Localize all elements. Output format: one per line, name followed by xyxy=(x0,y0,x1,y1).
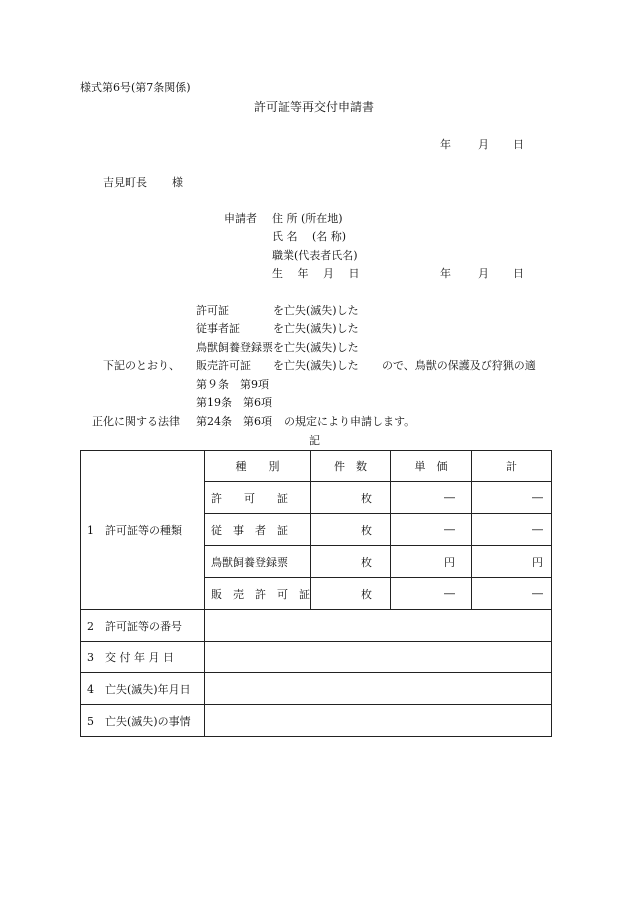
section-3-row xyxy=(81,642,552,673)
header-kind: 種 別 xyxy=(205,451,311,482)
row-unit-price: ― xyxy=(391,482,472,514)
table-header-row xyxy=(81,451,552,482)
row-count: 枚 xyxy=(311,546,391,578)
section-2-row xyxy=(81,610,552,642)
statement-continuation: 正化に関する法律 xyxy=(92,415,180,428)
article-9: 第９条 第9項 xyxy=(196,378,269,391)
form-number: 様式第6号(第7条関係) xyxy=(80,81,191,94)
statement-prefix: 下記のとおり、 xyxy=(103,359,180,372)
row-unit-price: 円 xyxy=(391,546,472,578)
statement-suffix: ので、鳥獣の保護及び狩猟の適 xyxy=(382,359,536,372)
section-1-label: 1 許可証等の種類 xyxy=(81,451,205,610)
applicant-occupation-label: 職業(代表者氏名) xyxy=(272,249,358,262)
header-unit-price: 単 価 xyxy=(391,451,472,482)
section-5-value[interactable] xyxy=(205,705,552,737)
row-kind: 販 売 許 可 証 xyxy=(205,578,311,610)
applicant-name-label: 氏 名 (名 称) xyxy=(272,230,347,243)
addressee-honorific: 様 xyxy=(172,176,183,189)
option-kyokasho: 許可証 を亡失(滅失)した xyxy=(196,304,359,317)
option-choju-toroku: 鳥獣飼養登録票を亡失(滅失)した xyxy=(196,341,359,354)
applicant-address-label: 住 所 (所在地) xyxy=(272,212,343,225)
birth-year: 年 xyxy=(440,267,451,280)
row-count: 枚 xyxy=(311,482,391,514)
applicant-label: 申請者 xyxy=(224,212,257,225)
row-kind: 鳥獣飼養登録票 xyxy=(205,546,311,578)
row-kind: 許 可 証 xyxy=(205,482,311,514)
article-24: 第24条 第6項 xyxy=(196,415,272,428)
row-total: 円 xyxy=(472,546,552,578)
addressee-name: 吉見町長 xyxy=(103,176,147,189)
option-hanbai-kyokasho: 販売許可証 を亡失(滅失)した xyxy=(196,359,359,372)
section-3-label: 3 交 付 年 月 日 xyxy=(81,642,205,673)
section-5-row xyxy=(81,705,552,737)
birth-month: 月 xyxy=(478,267,489,280)
header-total: 計 xyxy=(472,451,552,482)
row-total: ― xyxy=(472,482,552,514)
date-day: 日 xyxy=(513,138,524,151)
section-3-value[interactable] xyxy=(205,642,552,673)
section-4-label: 4 亡失(滅失)年月日 xyxy=(81,673,205,705)
applicant-birth-label: 生 年 月 日 xyxy=(272,267,360,280)
date-month: 月 xyxy=(478,138,489,151)
statement-closing: の規定により申請します。 xyxy=(284,415,416,428)
row-count: 枚 xyxy=(311,514,391,546)
application-table xyxy=(80,450,552,737)
section-4-value[interactable] xyxy=(205,673,552,705)
section-2-label: 2 許可証等の番号 xyxy=(81,610,205,642)
section-5-label: 5 亡失(滅失)の事情 xyxy=(81,705,205,737)
ki-mark: 記 xyxy=(309,434,320,447)
section-2-value[interactable] xyxy=(205,610,552,642)
row-unit-price: ― xyxy=(391,514,472,546)
row-total: ― xyxy=(472,514,552,546)
article-19: 第19条 第6項 xyxy=(196,396,272,409)
birth-day: 日 xyxy=(513,267,524,280)
header-count: 件 数 xyxy=(311,451,391,482)
section-4-row xyxy=(81,673,552,705)
row-count: 枚 xyxy=(311,578,391,610)
document-title: 許可証等再交付申請書 xyxy=(254,100,375,114)
option-jujishasho: 従事者証 を亡失(滅失)した xyxy=(196,322,359,335)
row-kind: 従 事 者 証 xyxy=(205,514,311,546)
row-total: ― xyxy=(472,578,552,610)
row-unit-price: ― xyxy=(391,578,472,610)
date-year: 年 xyxy=(440,138,451,151)
